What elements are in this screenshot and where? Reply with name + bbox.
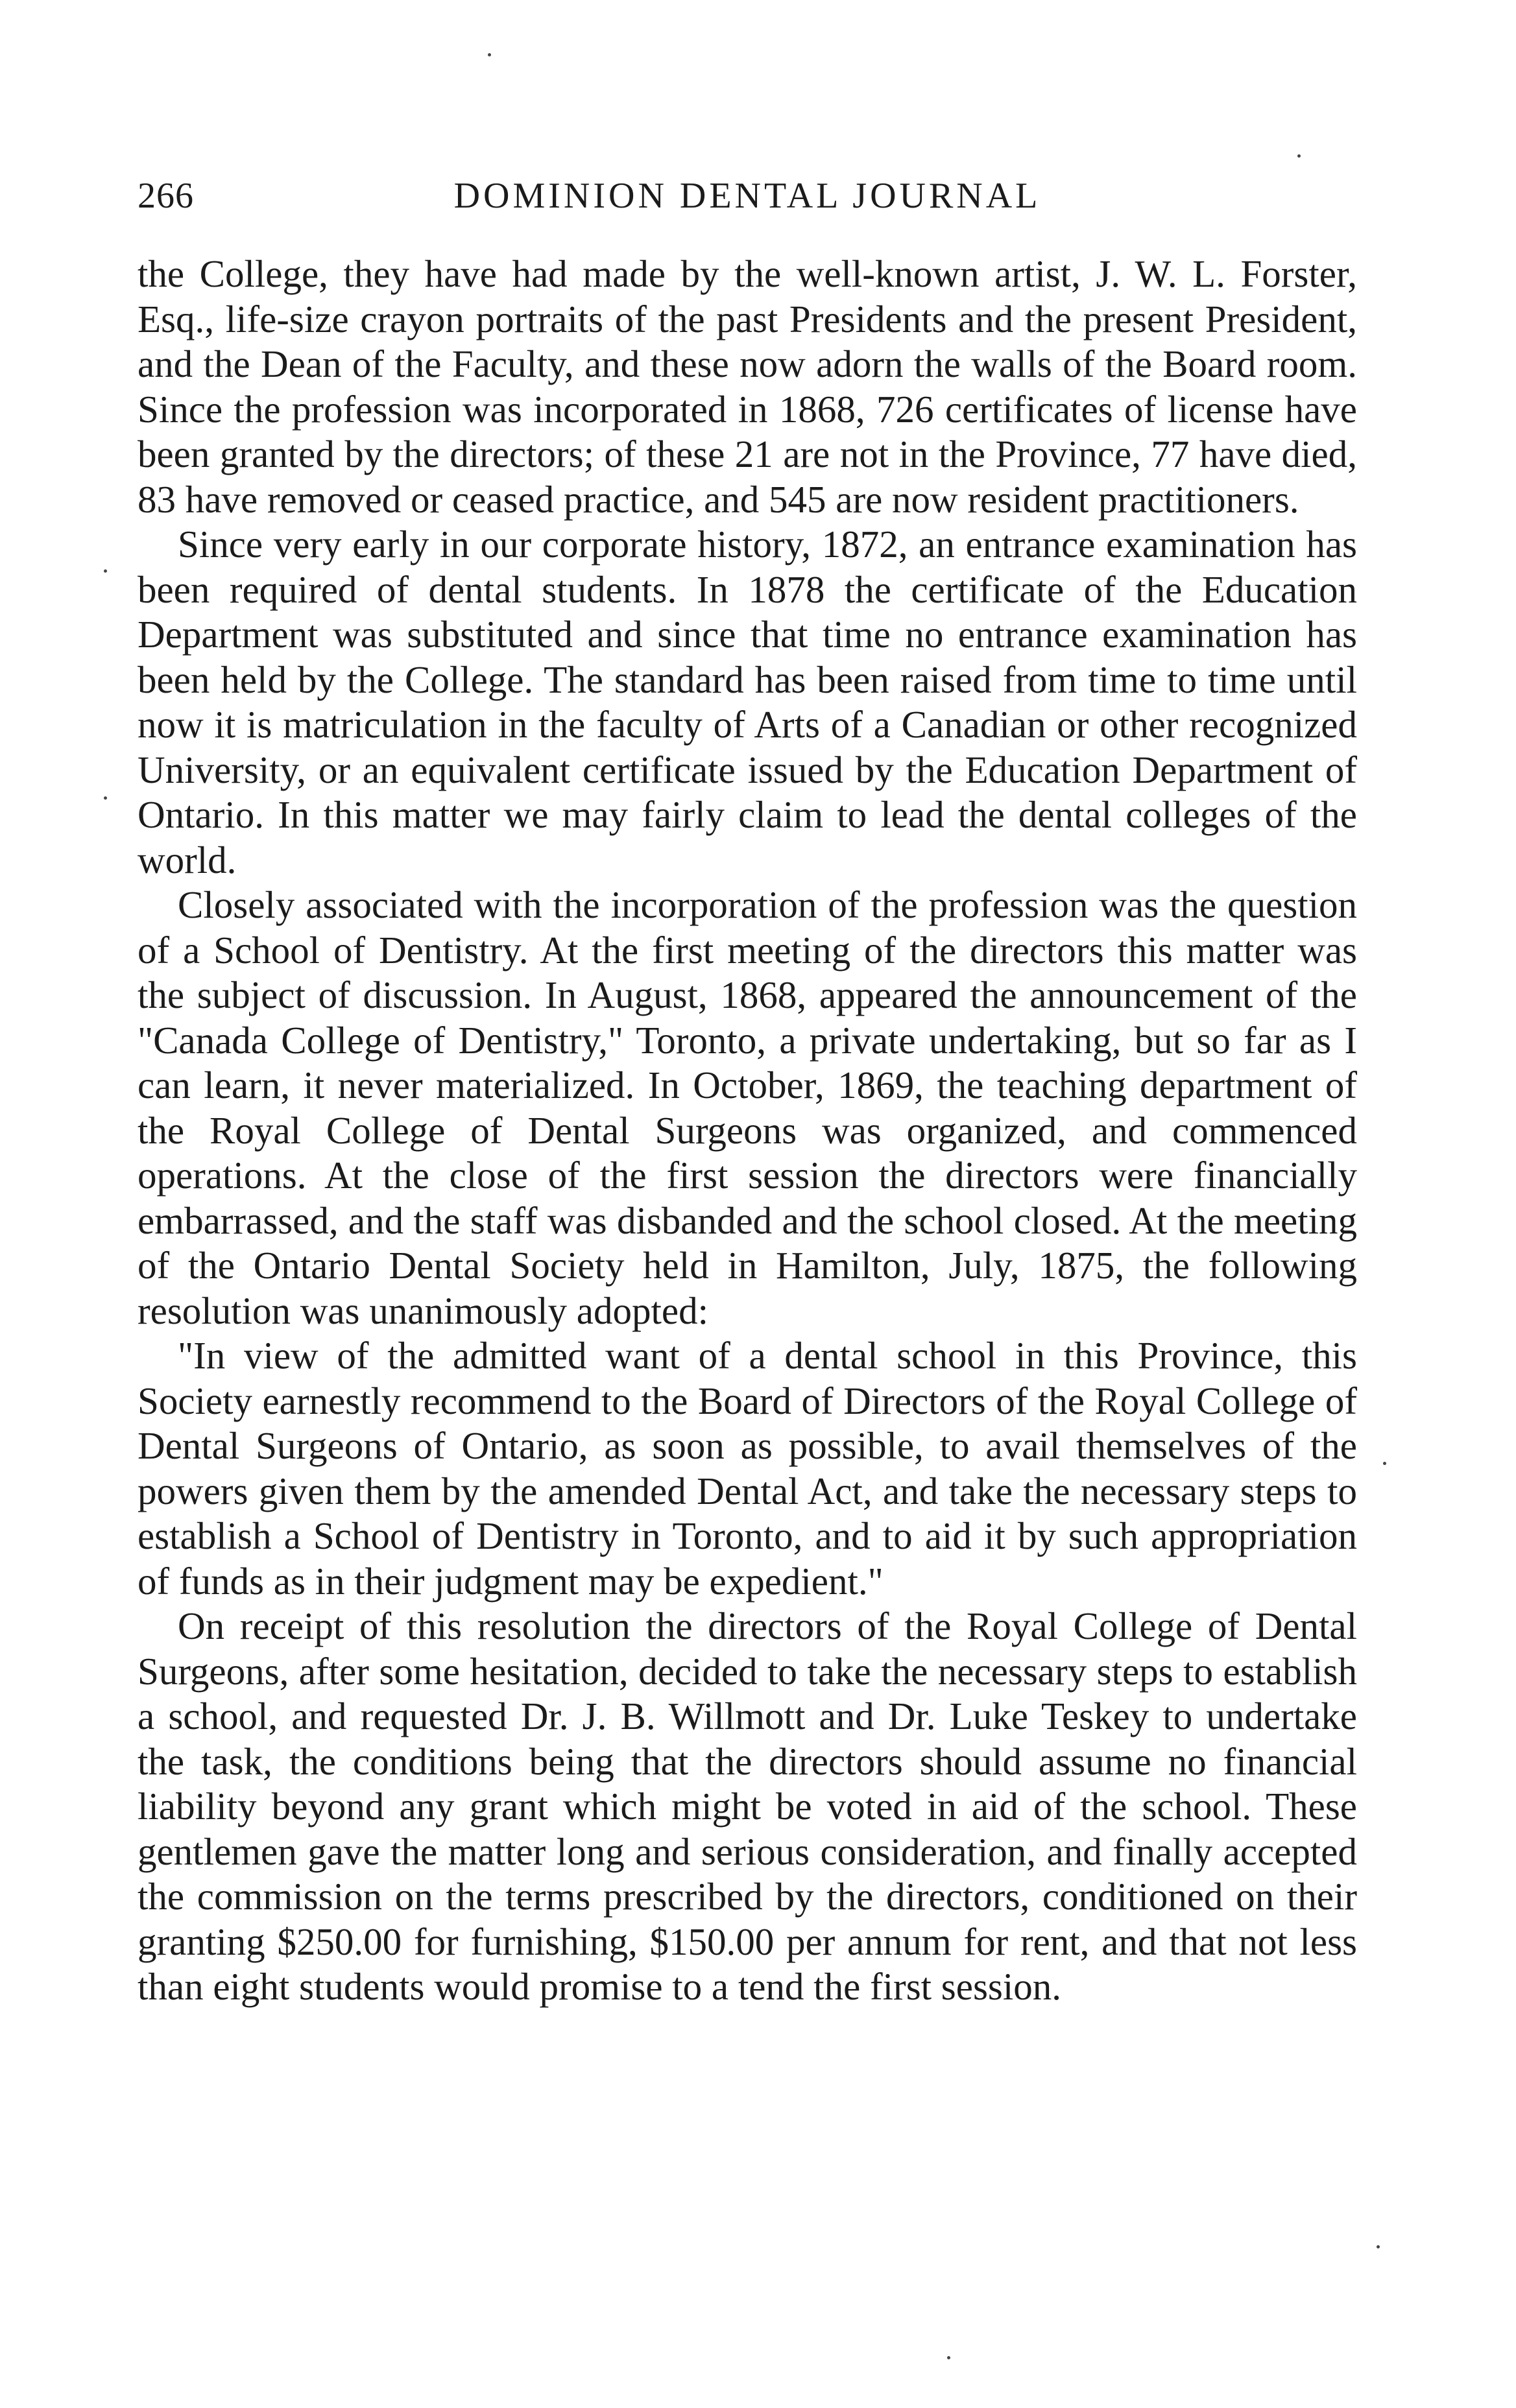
scan-speck: [1377, 2245, 1380, 2248]
scan-speck: [947, 2356, 950, 2359]
page-header: [138, 175, 1357, 227]
scan-speck: [1297, 154, 1301, 158]
scan-speck: [104, 796, 107, 800]
paragraph-continued: the College, they have had made by the well-known artist, J. W. L. Forster, Esq., life-size crayon portraits of the past Presidents and the present President, and the Dean of the Faculty, and these now adorn the walls of the Board room. Since the profession was incorporated in 1868, 726 certificates of license have been granted by the directors; of these 21 are not in the Province, 77 have died, 83 have removed or ceased practice, and 545 are now resident practitioners.: [138, 252, 1357, 521]
paragraph-resolution-quote: "In view of the admitted want of a dental school in this Province, this Society earnestly recommend to the Board of Directors of the Royal College of Dental Surgeons of Ontario, as soon as possible, to avail themselves of the powers given them by the amended Dental Act, and take the necessary steps to establish a School of Dentistry in Toronto, and to aid it by such appropriation of funds as in their judgment may be expedient.": [138, 1334, 1357, 1603]
article-body: [138, 252, 1357, 2010]
page-number: 266: [138, 176, 194, 216]
scan-speck: [104, 569, 107, 573]
running-title: DOMINION DENTAL JOURNAL: [453, 176, 1041, 216]
paragraph-school-of-dentistry: Closely associated with the incorporation of the profession was the question of a School of Dentistry. At the first meeting of the directors this matter was the subject of discussion. In August, 1868, appeared the announcement of the "Canada College of Dentistry," Toronto, a private undertaking, but so far as I can learn, it never materialized. In October, 1869, the teaching department of the Royal College of Dental Surgeons was organized, and commenced operations. At the close of the first session the directors were financially embarrassed, and the staff was disbanded and the school closed. At the meeting of the Ontario Dental Society held in Hamilton, July, 1875, the following resolution was unanimously adopted:: [138, 883, 1357, 1332]
scan-speck: [1383, 1462, 1386, 1465]
scan-speck: [488, 53, 491, 56]
paragraph-receipt-of-resolution: On receipt of this resolution the directors of the Royal College of Dental Surgeons, after some hesitation, decided to take the necessary steps to establish a school, and requested Dr. J. B. Willmott and Dr. Luke Teskey to undertake the task, the conditions being that the directors should assume no financial liability beyond any grant which might be voted in aid of the school. These gentlemen gave the matter long and serious consideration, and finally accepted the commission on the terms prescribed by the directors, conditioned on their granting $250.00 for furnishing, $150.00 per annum for rent, and that not less than eight students would promise to a tend the first session.: [138, 1604, 1357, 2008]
paragraph-entrance-examination: Since very early in our corporate history, 1872, an entrance examination has been required of dental students. In 1878 the certificate of the Education Department was substituted and since that time no entrance examination has been held by the College. The standard has been raised from time to time until now it is matriculation in the faculty of Arts of a Canadian or other recognized University, or an equivalent certificate issued by the Education Department of Ontario. In this matter we may fairly claim to lead the dental colleges of the world.: [138, 523, 1357, 881]
